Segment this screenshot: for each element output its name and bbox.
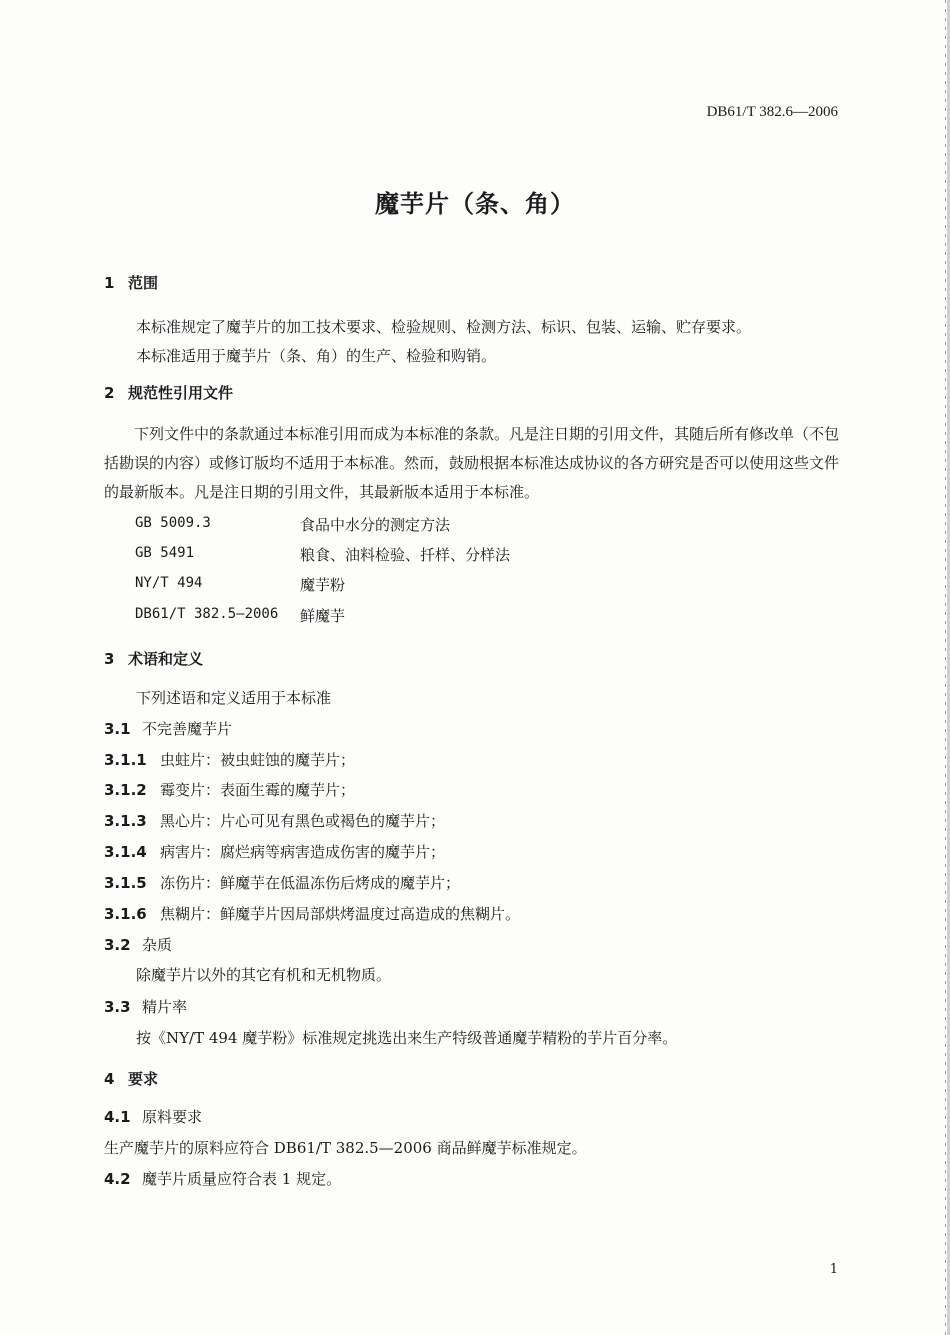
section-title: 规范性引用文件	[128, 384, 234, 402]
req-4-1: 4.1 原料要求	[104, 1108, 203, 1126]
section-2-heading	[104, 382, 233, 403]
term-3-1-2: 3.1.2 霉变片：表面生霉的魔芋片；	[104, 781, 356, 799]
document-title: 魔芋片（条、角）	[375, 190, 575, 218]
term-3-1-1: 3.1.1 虫蛀片：被虫蛀蚀的魔芋片；	[104, 751, 356, 769]
section-number: 1	[104, 274, 115, 292]
ref-title: 食品中水分的测定方法	[300, 516, 451, 534]
req-4-2: 4.2 魔芋片质量应符合表 1 规定。	[104, 1170, 342, 1188]
section-title: 术语和定义	[128, 650, 204, 668]
term-3-1-4: 3.1.4 病害片：腐烂病等病害造成伤害的魔芋片；	[104, 843, 446, 861]
ref-title: 粮食、油料检验、扦样、分样法	[300, 546, 511, 564]
section-3-heading	[104, 648, 203, 669]
section-title: 要求	[128, 1070, 159, 1088]
term-3-1: 3.1 不完善魔芋片	[104, 720, 233, 738]
section-number: 4	[104, 1070, 115, 1088]
term-3-1-3: 3.1.3 黑心片：片心可见有黑色或褐色的魔芋片；	[104, 812, 446, 830]
term-3-2: 3.2 杂质	[104, 936, 173, 954]
section-2-para: 下列文件中的条款通过本标准引用而成为本标准的条款。凡是注日期的引用文件，其随后所有修改单（不包括勘误的内容）或修订版均不适用于本标准。然而，鼓励根据本标准达成协议的各方研究是否可以使用这些文件的最新版本。凡是注日期的引用文件，其最新版本适用于本标准。	[104, 425, 840, 501]
term-3-1-5: 3.1.5 冻伤片：鲜魔芋在低温冻伤后烤成的魔芋片；	[104, 874, 461, 892]
section-number: 3	[104, 650, 115, 668]
section-3-intro: 下列述语和定义适用于本标准	[136, 689, 332, 707]
term-3-1-6: 3.1.6 焦糊片：鲜魔芋片因局部烘烤温度过高造成的焦糊片。	[104, 905, 521, 923]
section-4-heading	[104, 1068, 158, 1089]
term-3-3-definition: 按《NY/T 494 魔芋粉》标准规定挑选出来生产特级普通魔芋精粉的芋片百分率。	[136, 1029, 678, 1047]
section-1-para-1: 本标准规定了魔芋片的加工技术要求、检验规则、检测方法、标识、包装、运输、贮存要求。	[136, 318, 752, 336]
page-number: 1	[829, 1262, 838, 1277]
section-1-para-2: 本标准适用于魔芋片（条、角）的生产、检验和购销。	[136, 347, 497, 365]
ref-code: GB 5009.3	[135, 515, 211, 531]
section-title: 范围	[128, 274, 159, 292]
ref-code: NY/T 494	[135, 575, 203, 591]
ref-title: 鲜魔芋	[300, 607, 346, 625]
ref-code: GB 5491	[135, 545, 195, 561]
ref-title: 魔芋粉	[300, 576, 346, 594]
section-1-heading	[104, 272, 158, 293]
standard-code: DB61/T 382.6—2006	[706, 104, 838, 120]
req-4-1-definition: 生产魔芋片的原料应符合 DB61/T 382.5—2006 商品鲜魔芋标准规定。	[104, 1139, 587, 1157]
term-3-3: 3.3 精片率	[104, 998, 188, 1016]
term-3-2-definition: 除魔芋片以外的其它有机和无机物质。	[136, 966, 392, 984]
ref-code: DB61/T 382.5—2006	[135, 606, 279, 622]
section-number: 2	[104, 384, 115, 402]
